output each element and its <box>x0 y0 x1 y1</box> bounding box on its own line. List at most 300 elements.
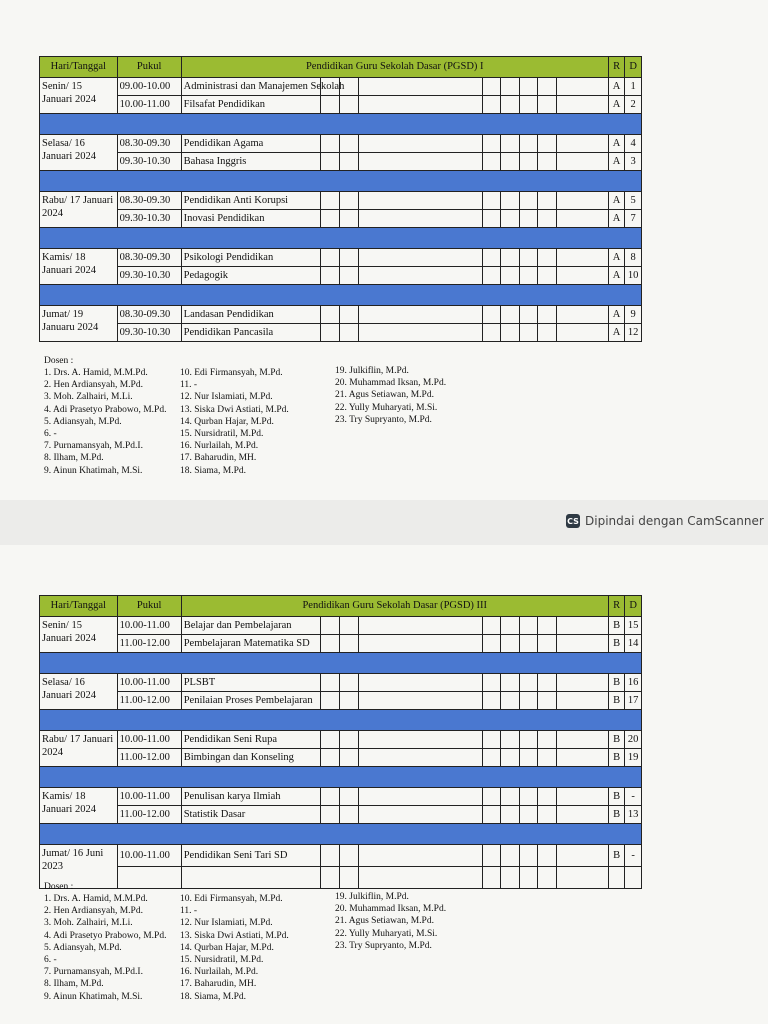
lecturer-number-cell: 4 <box>625 135 642 153</box>
empty-cell <box>358 153 482 171</box>
lecturer-item: 9. Ainun Khatimah, M.Si. <box>44 991 143 1002</box>
scan-page-2 <box>0 545 768 1024</box>
empty-cell <box>358 78 482 96</box>
lecturer-number-cell: 9 <box>625 306 642 324</box>
empty-cell <box>519 635 538 653</box>
empty-cell <box>519 617 538 635</box>
time-cell: 11.00-12.00 <box>117 749 181 767</box>
empty-cell <box>358 674 482 692</box>
room-cell: A <box>608 192 625 210</box>
lecturer-item: 16. Nurlailah, M.Pd. <box>180 441 259 452</box>
empty-cell <box>538 306 557 324</box>
lecturer-item: 16. Nurlailah, M.Pd. <box>180 967 259 978</box>
day-cell: Kamis/ 18 Januari 2024 <box>40 788 118 824</box>
lecturer-item: 15. Nursidratil, M.Pd. <box>180 429 264 440</box>
lecturer-column <box>335 891 446 952</box>
lecturer-item: 2. Hen Ardiansyah, M.Pd. <box>44 906 143 917</box>
empty-cell <box>482 153 501 171</box>
lecturer-item: 22. Yully Muharyati, M.Si. <box>335 402 438 413</box>
empty-cell <box>321 306 340 324</box>
empty-cell <box>501 674 520 692</box>
day-separator <box>40 171 642 192</box>
lecturer-item: 7. Purnamansyah, M.Pd.I. <box>44 441 143 452</box>
empty-cell <box>321 96 340 114</box>
empty-cell <box>339 210 358 228</box>
empty-cell <box>557 692 609 710</box>
empty-cell <box>339 249 358 267</box>
header-title: Pendidikan Guru Sekolah Dasar (PGSD) III <box>181 596 608 617</box>
empty-cell <box>557 731 609 749</box>
empty-cell <box>519 192 538 210</box>
empty-cell <box>358 267 482 285</box>
table-row <box>40 617 642 635</box>
empty-cell <box>358 749 482 767</box>
subject-cell <box>181 867 321 889</box>
table-row <box>40 692 642 710</box>
empty-cell <box>339 135 358 153</box>
dosen-heading: Dosen : <box>44 356 74 366</box>
empty-cell <box>501 617 520 635</box>
time-cell: 09.30-10.30 <box>117 324 181 342</box>
empty-cell <box>519 267 538 285</box>
subject-cell: Pendidikan Seni Rupa <box>181 731 321 749</box>
subject-cell: Administrasi dan Manajemen Sekolah <box>181 78 321 96</box>
room-cell: B <box>608 845 625 867</box>
empty-cell <box>321 845 340 867</box>
lecturer-item: 22. Yully Muharyati, M.Si. <box>335 928 438 939</box>
empty-cell <box>519 749 538 767</box>
header-time: Pukul <box>117 57 181 78</box>
empty-cell <box>519 153 538 171</box>
empty-cell <box>358 635 482 653</box>
empty-cell <box>358 845 482 867</box>
lecturer-item: 14. Qurban Hajar, M.Pd. <box>180 416 274 427</box>
empty-cell <box>339 306 358 324</box>
lecturer-item: 8. Ilham, M.Pd. <box>44 979 104 990</box>
lecturer-list <box>44 881 447 1002</box>
room-cell: A <box>608 135 625 153</box>
room-cell: A <box>608 306 625 324</box>
empty-cell <box>538 867 557 889</box>
time-cell: 09.00-10.00 <box>117 78 181 96</box>
empty-cell <box>519 78 538 96</box>
day-cell: Selasa/ 16 Januari 2024 <box>40 674 118 710</box>
empty-cell <box>501 96 520 114</box>
lecturer-number-cell: 3 <box>625 153 642 171</box>
empty-cell <box>339 788 358 806</box>
time-cell: 10.00-11.00 <box>117 845 181 867</box>
subject-cell: Pembelajaran Matematika SD <box>181 635 321 653</box>
empty-cell <box>557 96 609 114</box>
lecturer-item: 5. Adiansyah, M.Pd. <box>44 416 122 427</box>
room-cell: A <box>608 324 625 342</box>
room-cell: B <box>608 806 625 824</box>
lecturer-number-cell: 2 <box>625 96 642 114</box>
empty-cell <box>358 192 482 210</box>
time-cell: 10.00-11.00 <box>117 788 181 806</box>
lecturer-item: 3. Moh. Zalhairi, M.Li. <box>44 918 133 929</box>
subject-cell: Pendidikan Seni Tari SD <box>181 845 321 867</box>
room-cell <box>608 867 625 889</box>
empty-cell <box>557 324 609 342</box>
subject-cell: Pedagogik <box>181 267 321 285</box>
empty-cell <box>321 788 340 806</box>
table-row <box>40 249 642 267</box>
empty-cell <box>321 153 340 171</box>
empty-cell <box>321 249 340 267</box>
empty-cell <box>339 749 358 767</box>
room-cell: B <box>608 617 625 635</box>
empty-cell <box>482 210 501 228</box>
empty-cell <box>339 324 358 342</box>
lecturer-column <box>180 893 289 1003</box>
day-cell: Jumat/ 19 Januaru 2024 <box>40 306 118 342</box>
empty-cell <box>482 749 501 767</box>
time-cell: 11.00-12.00 <box>117 692 181 710</box>
empty-cell <box>501 324 520 342</box>
day-separator <box>40 285 642 306</box>
empty-cell <box>557 78 609 96</box>
empty-cell <box>557 749 609 767</box>
lecturer-item: 13. Siska Dwi Astiati, M.Pd. <box>180 404 289 415</box>
lecturer-number-cell: 8 <box>625 249 642 267</box>
room-cell: A <box>608 78 625 96</box>
empty-cell <box>321 135 340 153</box>
empty-cell <box>538 692 557 710</box>
empty-cell <box>519 867 538 889</box>
table-row <box>40 78 642 96</box>
time-cell: 08.30-09.30 <box>117 249 181 267</box>
empty-cell <box>339 867 358 889</box>
lecturer-item: 11. - <box>180 906 198 917</box>
day-separator <box>40 824 642 845</box>
header-d: D <box>625 57 642 78</box>
empty-cell <box>557 635 609 653</box>
empty-cell <box>358 96 482 114</box>
empty-cell <box>339 845 358 867</box>
subject-cell: Filsafat Pendidikan <box>181 96 321 114</box>
time-cell: 09.30-10.30 <box>117 267 181 285</box>
day-separator <box>40 653 642 674</box>
empty-cell <box>557 867 609 889</box>
subject-cell: Belajar dan Pembelajaran <box>181 617 321 635</box>
room-cell: B <box>608 731 625 749</box>
room-cell: B <box>608 692 625 710</box>
empty-cell <box>358 617 482 635</box>
empty-cell <box>321 731 340 749</box>
empty-cell <box>358 731 482 749</box>
camscanner-logo-icon: CS <box>566 514 580 528</box>
empty-cell <box>321 692 340 710</box>
empty-cell <box>482 692 501 710</box>
subject-cell: PLSBT <box>181 674 321 692</box>
day-cell: Rabu/ 17 Januari 2024 <box>40 192 118 228</box>
subject-cell: Penulisan karya Ilmiah <box>181 788 321 806</box>
lecturer-column <box>335 365 446 426</box>
header-d: D <box>625 596 642 617</box>
lecturer-number-cell: 10 <box>625 267 642 285</box>
empty-cell <box>538 617 557 635</box>
empty-cell <box>501 788 520 806</box>
empty-cell <box>538 192 557 210</box>
scan-page-1 <box>0 0 768 500</box>
empty-cell <box>519 692 538 710</box>
empty-cell <box>358 867 482 889</box>
empty-cell <box>339 96 358 114</box>
empty-cell <box>501 692 520 710</box>
empty-cell <box>358 135 482 153</box>
lecturer-number-cell: 16 <box>625 674 642 692</box>
empty-cell <box>482 78 501 96</box>
time-cell: 09.30-10.30 <box>117 153 181 171</box>
lecturer-column <box>180 367 289 477</box>
time-cell: 08.30-09.30 <box>117 135 181 153</box>
header-title: Pendidikan Guru Sekolah Dasar (PGSD) I <box>181 57 608 78</box>
dosen-heading: Dosen : <box>44 882 74 892</box>
camscanner-label: Dipindai dengan CamScanner <box>585 514 764 528</box>
empty-cell <box>557 135 609 153</box>
day-cell: Senin/ 15 Januari 2024 <box>40 617 118 653</box>
lecturer-column <box>44 367 166 477</box>
room-cell: A <box>608 153 625 171</box>
empty-cell <box>538 749 557 767</box>
empty-cell <box>557 192 609 210</box>
empty-cell <box>501 78 520 96</box>
empty-cell <box>519 135 538 153</box>
empty-cell <box>339 674 358 692</box>
lecturer-item: 19. Julkiflin, M.Pd. <box>335 892 409 902</box>
lecturer-number-cell: 20 <box>625 731 642 749</box>
schedule-table-pgsd-1 <box>39 56 642 342</box>
empty-cell <box>538 788 557 806</box>
empty-cell <box>321 806 340 824</box>
empty-cell <box>501 731 520 749</box>
header-day: Hari/Tanggal <box>40 596 118 617</box>
lecturer-item: 20. Muhammad Iksan, M.Pd. <box>335 904 447 915</box>
time-cell: 10.00-11.00 <box>117 617 181 635</box>
empty-cell <box>538 96 557 114</box>
subject-cell: Bahasa Inggris <box>181 153 321 171</box>
empty-cell <box>501 306 520 324</box>
lecturer-item: 4. Adi Prasetyo Prabowo, M.Pd. <box>44 930 167 941</box>
lecturer-item: 1. Drs. A. Hamid, M.M.Pd. <box>44 894 148 904</box>
room-cell: A <box>608 267 625 285</box>
room-cell: B <box>608 788 625 806</box>
empty-cell <box>321 324 340 342</box>
empty-cell <box>339 692 358 710</box>
schedule-table-pgsd-3 <box>39 595 642 889</box>
room-cell: B <box>608 674 625 692</box>
empty-cell <box>557 674 609 692</box>
empty-cell <box>482 324 501 342</box>
lecturer-item: 12. Nur Islamiati, M.Pd. <box>180 392 273 403</box>
empty-cell <box>482 845 501 867</box>
empty-cell <box>358 306 482 324</box>
empty-cell <box>358 788 482 806</box>
header-r: R <box>608 57 625 78</box>
lecturer-item: 21. Agus Setiawan, M.Pd. <box>335 390 434 401</box>
lecturer-list <box>44 355 447 476</box>
lecturer-number-cell: 13 <box>625 806 642 824</box>
lecturer-item: 23. Try Supryanto, M.Pd. <box>335 414 432 425</box>
empty-cell <box>501 635 520 653</box>
subject-cell: Bimbingan dan Konseling <box>181 749 321 767</box>
lecturer-item: 1. Drs. A. Hamid, M.M.Pd. <box>44 368 148 378</box>
empty-cell <box>557 249 609 267</box>
subject-cell: Pendidikan Anti Korupsi <box>181 192 321 210</box>
room-cell: B <box>608 749 625 767</box>
table-row <box>40 788 642 806</box>
empty-cell <box>501 867 520 889</box>
empty-cell <box>501 267 520 285</box>
empty-cell <box>538 806 557 824</box>
empty-cell <box>358 692 482 710</box>
table-row <box>40 192 642 210</box>
table-row <box>40 96 642 114</box>
lecturer-item: 11. - <box>180 380 198 391</box>
lecturer-item: 10. Edi Firmansyah, M.Pd. <box>180 368 283 378</box>
lecturer-number-cell: - <box>625 845 642 867</box>
empty-cell <box>538 845 557 867</box>
empty-cell <box>538 674 557 692</box>
day-cell: Senin/ 15 Januari 2024 <box>40 78 118 114</box>
camscanner-watermark <box>566 514 764 528</box>
empty-cell <box>482 249 501 267</box>
lecturer-item: 17. Baharudin, MH. <box>180 453 257 464</box>
time-cell: 08.30-09.30 <box>117 306 181 324</box>
empty-cell <box>538 249 557 267</box>
day-cell: Jumat/ 16 Juni 2023 <box>40 845 118 889</box>
empty-cell <box>519 845 538 867</box>
empty-cell <box>482 306 501 324</box>
lecturer-number-cell: 7 <box>625 210 642 228</box>
lecturer-item: 4. Adi Prasetyo Prabowo, M.Pd. <box>44 404 167 415</box>
empty-cell <box>321 210 340 228</box>
lecturer-item: 19. Julkiflin, M.Pd. <box>335 366 409 376</box>
lecturer-item: 2. Hen Ardiansyah, M.Pd. <box>44 380 143 391</box>
lecturer-number-cell: 12 <box>625 324 642 342</box>
lecturer-item: 6. - <box>44 429 57 440</box>
empty-cell <box>321 192 340 210</box>
lecturer-number-cell: 1 <box>625 78 642 96</box>
empty-cell <box>482 731 501 749</box>
lecturer-item: 15. Nursidratil, M.Pd. <box>180 955 264 966</box>
room-cell: A <box>608 249 625 267</box>
lecturer-item: 21. Agus Setiawan, M.Pd. <box>335 916 434 927</box>
room-cell: B <box>608 635 625 653</box>
empty-cell <box>321 674 340 692</box>
empty-cell <box>339 192 358 210</box>
empty-cell <box>482 192 501 210</box>
empty-cell <box>557 806 609 824</box>
lecturer-item: 3. Moh. Zalhairi, M.Li. <box>44 392 133 403</box>
empty-cell <box>321 267 340 285</box>
lecturer-item: 12. Nur Islamiati, M.Pd. <box>180 918 273 929</box>
table-row <box>40 749 642 767</box>
empty-cell <box>557 788 609 806</box>
day-separator <box>40 767 642 788</box>
empty-cell <box>519 731 538 749</box>
table-row <box>40 153 642 171</box>
table-row <box>40 210 642 228</box>
lecturer-item: 5. Adiansyah, M.Pd. <box>44 942 122 953</box>
subject-cell: Inovasi Pendidikan <box>181 210 321 228</box>
empty-cell <box>519 306 538 324</box>
empty-cell <box>501 153 520 171</box>
header-r: R <box>608 596 625 617</box>
empty-cell <box>339 267 358 285</box>
empty-cell <box>519 324 538 342</box>
empty-cell <box>557 617 609 635</box>
empty-cell <box>321 617 340 635</box>
empty-cell <box>519 788 538 806</box>
subject-cell: Landasan Pendidikan <box>181 306 321 324</box>
empty-cell <box>482 635 501 653</box>
subject-cell: Psikologi Pendidikan <box>181 249 321 267</box>
day-separator <box>40 228 642 249</box>
empty-cell <box>538 153 557 171</box>
empty-cell <box>501 845 520 867</box>
lecturer-number-cell: 5 <box>625 192 642 210</box>
empty-cell <box>358 806 482 824</box>
empty-cell <box>519 96 538 114</box>
lecturer-number-cell: - <box>625 788 642 806</box>
empty-cell <box>538 78 557 96</box>
lecturer-number-cell: 14 <box>625 635 642 653</box>
empty-cell <box>538 731 557 749</box>
table-row <box>40 674 642 692</box>
table-row <box>40 806 642 824</box>
empty-cell <box>557 267 609 285</box>
room-cell: A <box>608 96 625 114</box>
empty-cell <box>482 267 501 285</box>
empty-cell <box>482 96 501 114</box>
subject-cell: Statistik Dasar <box>181 806 321 824</box>
lecturer-item: 18. Siama, M.Pd. <box>180 991 246 1002</box>
empty-cell <box>321 867 340 889</box>
empty-cell <box>321 749 340 767</box>
empty-cell <box>501 806 520 824</box>
empty-cell <box>501 135 520 153</box>
empty-cell <box>538 635 557 653</box>
empty-cell <box>501 192 520 210</box>
lecturer-item: 9. Ainun Khatimah, M.Si. <box>44 465 143 476</box>
day-separator <box>40 114 642 135</box>
table-row <box>40 267 642 285</box>
empty-cell <box>358 210 482 228</box>
subject-cell: Pendidikan Agama <box>181 135 321 153</box>
empty-cell <box>519 806 538 824</box>
empty-cell <box>339 153 358 171</box>
lecturer-item: 17. Baharudin, MH. <box>180 979 257 990</box>
empty-cell <box>519 674 538 692</box>
header-time: Pukul <box>117 596 181 617</box>
lecturer-item: 6. - <box>44 955 57 966</box>
table-row <box>40 324 642 342</box>
lecturer-item: 23. Try Supryanto, M.Pd. <box>335 940 432 951</box>
lecturer-column <box>44 893 166 1003</box>
empty-cell <box>557 845 609 867</box>
subject-cell: Penilaian Proses Pembelajaran <box>181 692 321 710</box>
empty-cell <box>339 635 358 653</box>
empty-cell <box>501 749 520 767</box>
lecturer-item: 7. Purnamansyah, M.Pd.I. <box>44 967 143 978</box>
time-cell: 10.00-11.00 <box>117 96 181 114</box>
time-cell: 10.00-11.00 <box>117 674 181 692</box>
lecturer-item: 13. Siska Dwi Astiati, M.Pd. <box>180 930 289 941</box>
empty-cell <box>358 324 482 342</box>
day-cell: Rabu/ 17 Januari 2024 <box>40 731 118 767</box>
